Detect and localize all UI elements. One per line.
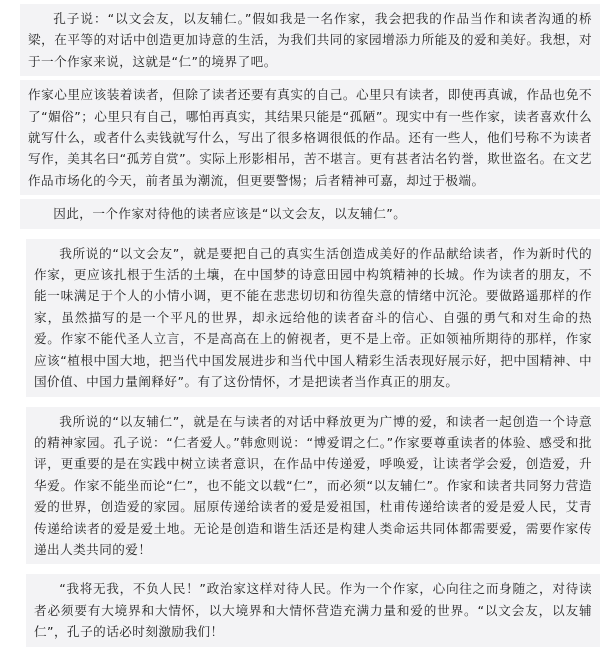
paragraph-wen-hui-you: 我所说的“以文会友”，就是要把自己的真实生活创造成美好的作品献给读者，作为新时代的作家，更应该扎根于生活的土壤，在中国梦的诗意田园中构筑精神的长城。作为读者的朋友，不能一味满足于个人的小情小调，更不能在悲悲切切和彷徨失意的情绪中沉沦。要做路遥那样的作家，虽然描写的是一个平凡的世界，却永远给他的读者奋斗的信心、自强的勇气和对生命的热爱。作家不能代圣人立言，不是高高在上的俯视者，更不是上帝。正如领袖所期待的那样，作家应该“植根中国大地，把当代中国发展进步和当代中国人精彩生活表现好展示好，把中国精神、中国价值、中国力量阐释好”。有了这份情怀，才是把读者当作真正的朋友。 <box>34 245 592 390</box>
paragraph-therefore: 因此，一个作家对待他的读者应该是“以文会友，以友辅仁”。 <box>53 206 407 222</box>
essay-block-youfuren <box>26 407 600 565</box>
essay-block-intro <box>20 4 600 76</box>
essay-block-ending <box>26 574 600 646</box>
paragraph-you-fu-ren: 我所说的“以友辅仁”，就是在与读者的对话中释放更为广博的爱，和读者一起创造一个诗意的精神家园。孔子说：“仁者爱人。”韩愈则说：“博爱谓之仁。”作家要尊重读者的体验、感受和批评，更重要的是在实践中树立读者意识，在作品中传递爱，呼唤爱，让读者学会爱，创造爱，升华爱。作家不能坐而论“仁”，也不能文以载“仁”，而必须“以友辅仁”。作家和读者共同努力营造爱的世界，创造爱的家园。屈原传递给读者的爱是爱祖国，杜甫传递给读者的爱是爱人民，艾青传递给读者的爱是爱土地。无论是创造和谐生活还是构建人类命运共同体都需要爱，需要作家传递出人类共同的爱！ <box>34 413 592 557</box>
paragraph-intro: 孔子说：“以文会友，以友辅仁。”假如我是一名作家，我会把我的作品当作和读者沟通的桥梁，在平等的对话中创造更加诗意的生活，为我们共同的家园增添力所能及的爱和美好。我想，对于一个作家来说，这就是“仁”的境界了吧。 <box>28 11 592 69</box>
essay-block-conclusion-line <box>20 199 600 228</box>
paragraph-ending: “我将无我，不负人民！”政治家这样对待人民。作为一个作家，心向往之而身随之，对待读者必须要有大境界和大情怀，以大境界和大情怀营造充满力量和爱的世界。“以文会友，以友辅仁”，孔子的话必时刻激励我们！ <box>34 581 592 640</box>
essay-block-argument <box>20 80 600 195</box>
paragraph-author-heart: 作家心里应该装着读者，但除了读者还要有真实的自己。心里只有读者，即使再真诚，作品也免不了“媚俗”；心里只有自己，哪怕再真实，其结果只能是“孤陋”。现实中有一些作家，读者喜欢什么就写什么，或者什么卖钱就写什么，写出了很多格调很低的作品。还有一些人，他们号称不为读者写作，美其名曰“孤芳自赏”。实际上形影相吊，苦不堪言。更有甚者沽名钓誉，欺世盗名。在文艺作品市场化的今天，前者虽为潮流，但更要警惕；后者精神可嘉，却过于极端。 <box>28 87 592 188</box>
essay-block-wenhuiyou <box>26 239 600 397</box>
essay-page <box>4 4 600 651</box>
